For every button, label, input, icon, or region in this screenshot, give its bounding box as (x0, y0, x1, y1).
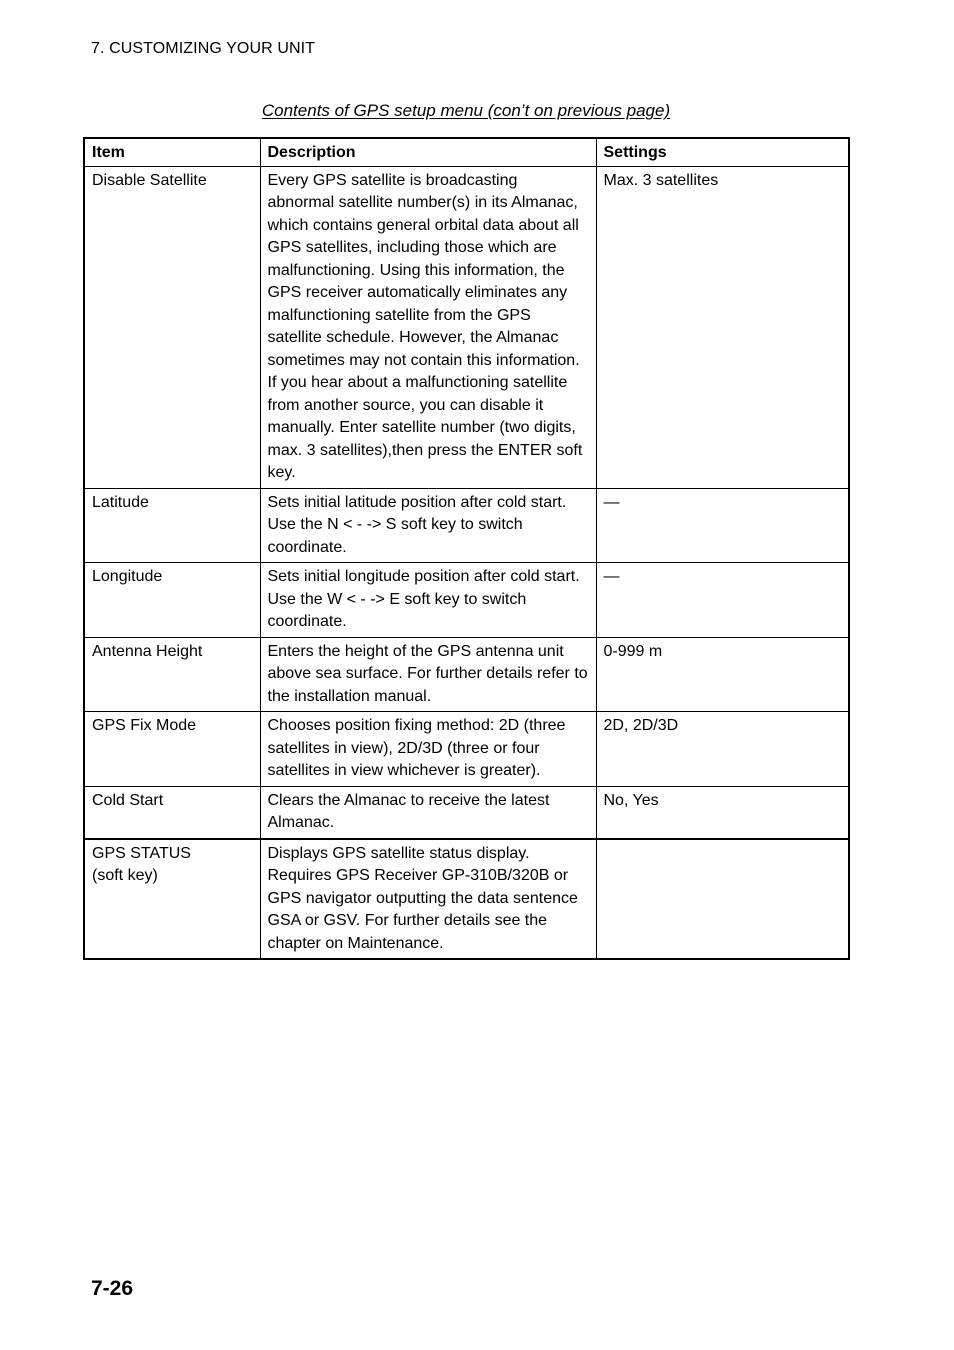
item-cell: Disable Satellite (84, 166, 260, 488)
settings-cell: 2D, 2D/3D (596, 712, 849, 787)
page-number: 7-26 (91, 1277, 134, 1300)
item-label-line: GPS STATUS (92, 844, 191, 862)
column-header-settings: Settings (596, 138, 849, 166)
description-cell: Chooses position fixing method: 2D (three satellites in view), 2D/3D (three or four satellites in view whichever is greater). (260, 712, 596, 787)
description-cell: Sets initial longitude position after cold start. Use the W < - -> E soft key to switch coordinate. (260, 563, 596, 638)
item-cell: Antenna Height (84, 637, 260, 712)
item-cell: Longitude (84, 563, 260, 638)
description-cell: Clears the Almanac to receive the latest Almanac. (260, 786, 596, 839)
item-label-note: (soft key) (92, 867, 158, 884)
table-row (84, 488, 849, 563)
item-cell (84, 839, 260, 960)
settings-cell (596, 839, 849, 960)
settings-cell: — (596, 488, 849, 563)
column-header-item: Item (84, 138, 260, 166)
description-cell: Every GPS satellite is broadcasting abnormal satellite number(s) in its Almanac, which contains general orbital data about all GPS satellites, including those which are malfunctioning. Using this information, the GPS receiver automatically eliminates any malfunctioning satellite from the GPS satellite schedule. However, the Almanac sometimes may not contain this information. If you hear about a malfunctioning satellite from another source, you can disable it manually. Enter satellite number (two digits, max. 3 satellites),then press the ENTER soft key. (260, 166, 596, 488)
gps-setup-menu-table (83, 137, 850, 960)
settings-cell: No, Yes (596, 786, 849, 839)
table-header-row (84, 138, 849, 166)
description-cell: Sets initial latitude position after cold start. Use the N < - -> S soft key to switch coordinate. (260, 488, 596, 563)
settings-cell: — (596, 563, 849, 638)
table-row (84, 786, 849, 839)
table-row (84, 166, 849, 488)
item-cell: GPS Fix Mode (84, 712, 260, 787)
item-cell: Latitude (84, 488, 260, 563)
description-cell: Displays GPS satellite status display. Requires GPS Receiver GP-310B/320B or GPS navigator outputting the data sentence GSA or GSV. For further details see the chapter on Maintenance. (260, 839, 596, 960)
description-cell: Enters the height of the GPS antenna unit above sea surface. For further details refer to the installation manual. (260, 637, 596, 712)
column-header-description: Description (260, 138, 596, 166)
table-row (84, 563, 849, 638)
settings-cell: Max. 3 satellites (596, 166, 849, 488)
table-caption: Contents of GPS setup menu (con’t on previous page) (261, 101, 671, 120)
table-row (84, 637, 849, 712)
running-header: 7. CUSTOMIZING YOUR UNIT (91, 40, 316, 57)
table-row (84, 839, 849, 960)
item-cell: Cold Start (84, 786, 260, 839)
table-row (84, 712, 849, 787)
settings-cell: 0-999 m (596, 637, 849, 712)
